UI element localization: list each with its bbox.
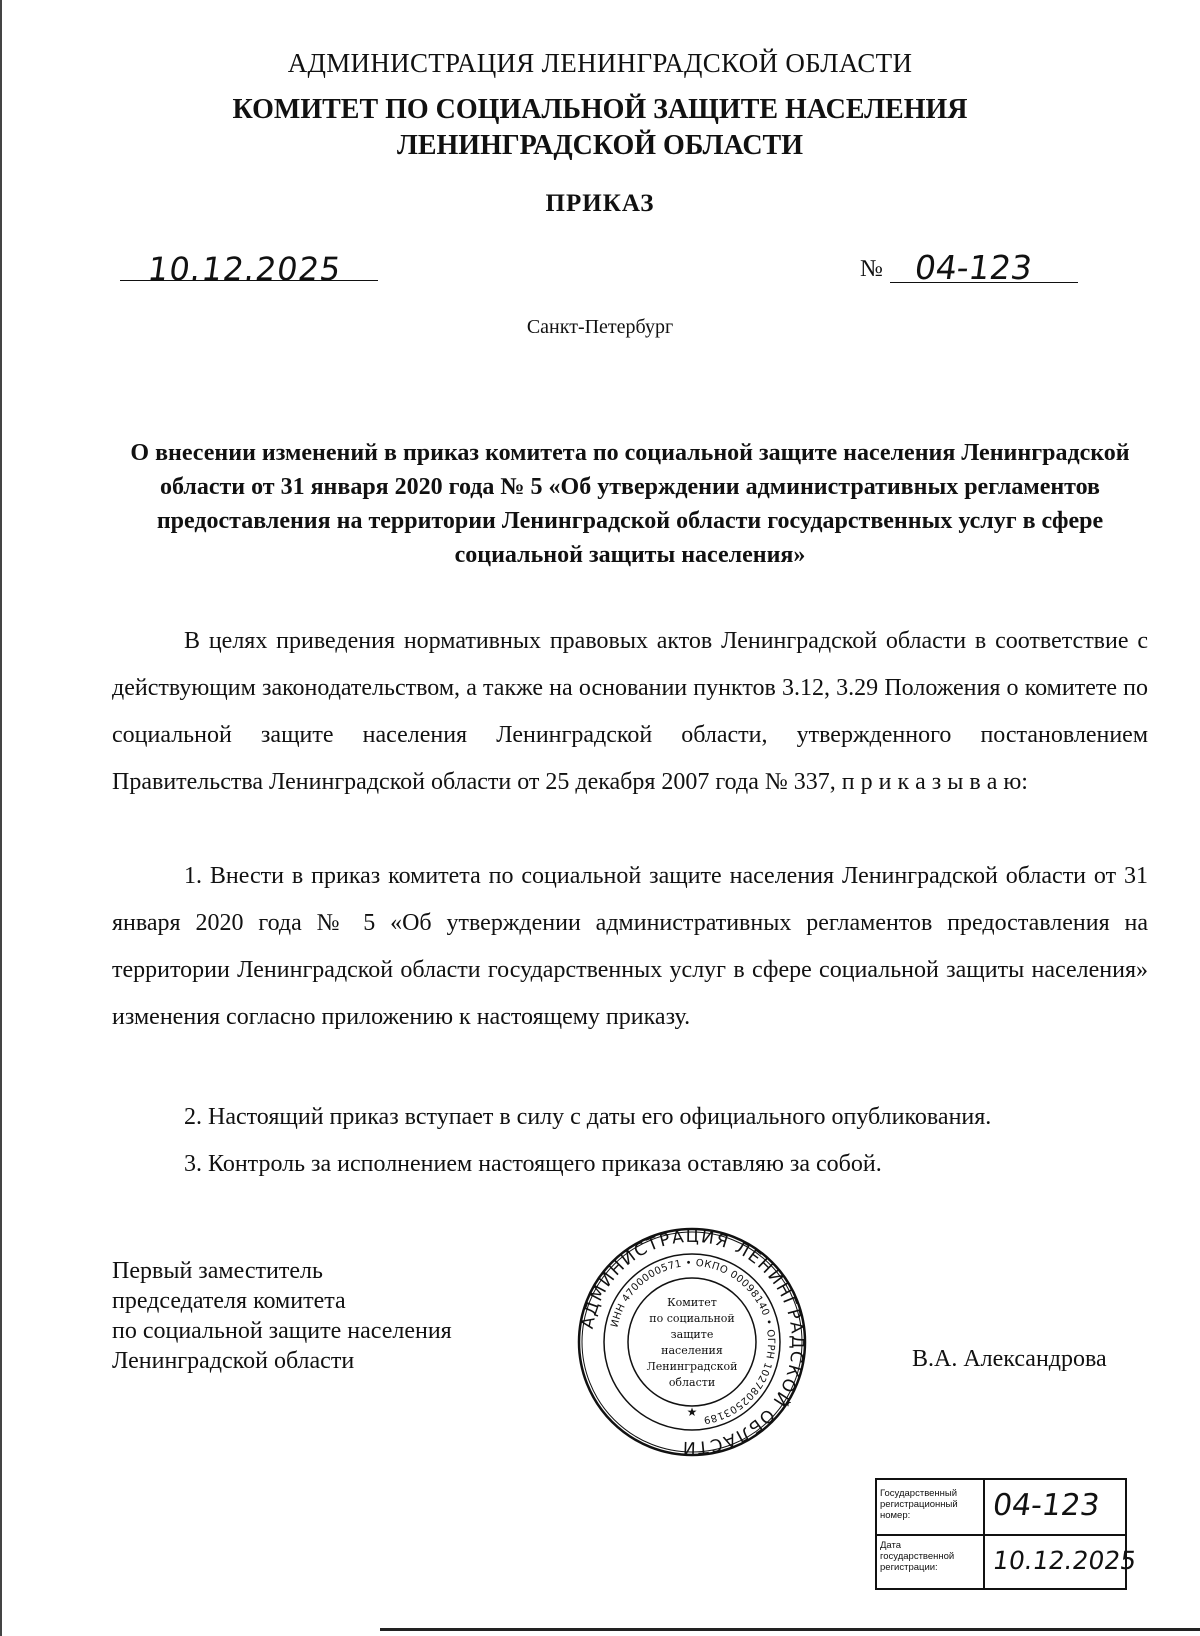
svg-text:защите: защите bbox=[670, 1328, 714, 1341]
seal-star-icon: ★ bbox=[686, 1405, 698, 1419]
registration-number-label: Государственный регистрационный номер: bbox=[880, 1488, 958, 1521]
handwritten-number: 04-123 bbox=[912, 248, 1035, 287]
signer-position-line3: по социальной защите населения bbox=[112, 1318, 452, 1344]
administration-heading: АДМИНИСТРАЦИЯ ЛЕНИНГРАДСКОЙ ОБЛАСТИ bbox=[287, 48, 913, 78]
committee-heading bbox=[0, 92, 1200, 164]
scan-bottom-edge bbox=[380, 1628, 1200, 1631]
number-sign: № bbox=[860, 256, 883, 282]
registration-date-row bbox=[877, 1534, 1139, 1588]
document-title: О внесении изменений в приказ комитета по социальной защите населения Ленинградской области от 31 января 2020 года № 5 «Об утверждении административных регламентов предоставления на территории Ленинградской области государственных услуг в сфере социальной защиты населения» bbox=[130, 440, 1130, 568]
signer-position bbox=[112, 1256, 452, 1376]
date-underline bbox=[120, 280, 378, 281]
seal-outer-text: АДМИНИСТРАЦИЯ ЛЕНИНГРАДСКОЙ ОБЛАСТИ bbox=[577, 1226, 808, 1458]
svg-text:населения: населения bbox=[661, 1344, 723, 1357]
committee-heading-line1: КОМИТЕТ ПО СОЦИАЛЬНОЙ ЗАЩИТЕ НАСЕЛЕНИЯ bbox=[232, 94, 968, 125]
signer-position-line1: Первый заместитель bbox=[112, 1258, 323, 1284]
document-type: ПРИКАЗ bbox=[545, 190, 655, 217]
official-seal bbox=[576, 1226, 808, 1458]
committee-heading-line2: ЛЕНИНГРАДСКОЙ ОБЛАСТИ bbox=[396, 130, 804, 161]
seal-center-text bbox=[647, 1296, 738, 1389]
item-2-paragraph: 2. Настоящий приказ вступает в силу с даты его официального опубликования. bbox=[184, 1104, 992, 1130]
registration-date-value: 10.12.2025 bbox=[990, 1546, 1139, 1575]
svg-text:по социальной: по социальной bbox=[649, 1312, 735, 1325]
item-1-paragraph: 1. Внести в приказ комитета по социальной защите населения Ленинградской области от 31 января 2020 года № 5 «Об утверждении административных регламентов предоставления на территории Ленинградской области государственных услуг в сфере социальной защиты населения» изменения согласно приложению к настоящему приказу. bbox=[112, 863, 1148, 1030]
scan-left-edge bbox=[0, 0, 2, 1636]
svg-text:Комитет: Комитет bbox=[667, 1296, 717, 1309]
svg-text:области: области bbox=[668, 1376, 716, 1389]
signer-name: В.А. Александрова bbox=[912, 1346, 1107, 1372]
svg-text:Ленинградской: Ленинградской bbox=[646, 1360, 738, 1373]
handwritten-date: 10.12.2025 bbox=[145, 250, 344, 288]
number-underline bbox=[890, 282, 1078, 283]
registration-number-row bbox=[877, 1480, 1125, 1536]
registration-stamp bbox=[875, 1478, 1139, 1590]
seal-inner-text: ИНН 4700000571 • ОКПО 00098140 • ОГРН 1027802503189 bbox=[609, 1257, 777, 1426]
city: Санкт-Петербург bbox=[526, 316, 674, 338]
item-3-paragraph: 3. Контроль за исполнением настоящего приказа оставляю за собой. bbox=[184, 1151, 882, 1177]
registration-date-label: Дата государственной регистрации: bbox=[880, 1540, 955, 1573]
seal-middle-ring bbox=[604, 1254, 780, 1430]
registration-number-value: 04-123 bbox=[990, 1488, 1102, 1523]
signer-position-line2: председателя комитета bbox=[112, 1288, 346, 1314]
signer-position-line4: Ленинградской области bbox=[112, 1348, 355, 1374]
preamble-paragraph: В целях приведения нормативных правовых актов Ленинградской области в соответствие с действующим законодательством, а также на основании пунктов 3.12, 3.29 Положения о комитете по социальной защите населения Ленинградской области, утвержденного постановлением Правительства Ленинградской области от 25 декабря 2007 года № 337, п р и к а з ы в а ю: bbox=[112, 628, 1148, 795]
